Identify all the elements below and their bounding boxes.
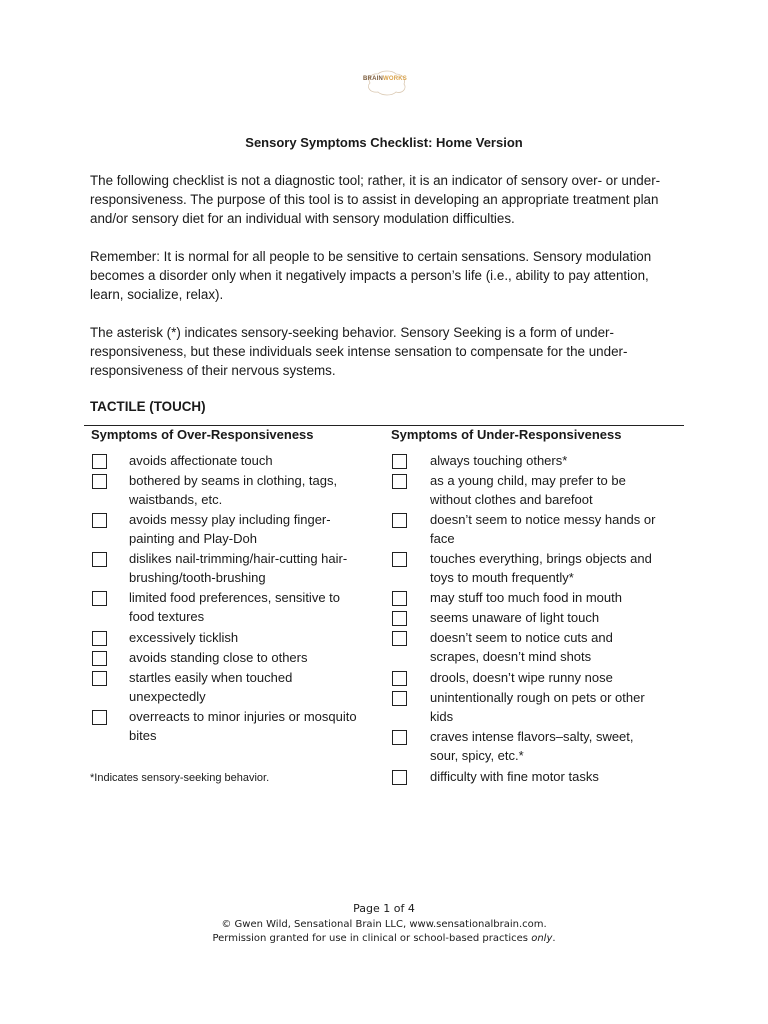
checkbox[interactable]: [392, 454, 407, 469]
checklist-label-line: seems unaware of light touch: [430, 610, 600, 625]
checkbox[interactable]: [392, 730, 407, 745]
asterisk-paragraph: The asterisk (*) indicates sensory-seeking behavior. Sensory Seeking is a form of under-responsiveness, but these individuals seek intense sensation to compensate for the under-responsiveness of their nervous systems.: [90, 325, 628, 378]
checklist-label-line: doesn’t seem to notice cuts and: [430, 630, 613, 645]
document-title: Sensory Symptoms Checklist: Home Version: [245, 135, 523, 150]
logo-wordmark: BRAINWORKS: [363, 76, 407, 82]
checklist-label-line: limited food preferences, sensitive to: [129, 590, 340, 605]
checkbox[interactable]: [392, 513, 407, 528]
checklist-label: [129, 628, 369, 647]
section-heading-tactile: TACTILE (TOUCH): [90, 399, 206, 414]
checkbox[interactable]: [92, 671, 107, 686]
checkbox[interactable]: [92, 552, 107, 567]
checkbox[interactable]: [92, 710, 107, 725]
checklist-label: [430, 510, 670, 548]
checklist-label: [129, 510, 369, 548]
checklist-label-line: difficulty with fine motor tasks: [430, 769, 599, 784]
checklist-label-line: doesn’t seem to notice messy hands or: [430, 512, 656, 527]
checkbox[interactable]: [392, 591, 407, 606]
section-divider: [84, 425, 684, 426]
intro-paragraph: The following checklist is not a diagnostic tool; rather, it is an indicator of sensory over- or under-responsiveness. The purpose of this tool is to assist in developing an appropriate treatment plan and/or sensory diet for an individual with sensory modulation difficulties.: [90, 173, 661, 226]
copyright-line: © Gwen Wild, Sensational Brain LLC, www.sensationalbrain.com.: [221, 919, 547, 930]
checkbox[interactable]: [92, 651, 107, 666]
checklist-label-line: unexpectedly: [129, 689, 206, 704]
under-responsiveness-header: Symptoms of Under-Responsiveness: [391, 427, 622, 442]
checklist-label: [430, 549, 670, 587]
checkbox[interactable]: [92, 474, 107, 489]
permission-text: Permission granted for use in clinical or school-based practices: [212, 933, 529, 944]
checklist-label-line: avoids affectionate touch: [129, 453, 273, 468]
checklist-label-line: bothered by seams in clothing, tags,: [129, 473, 338, 488]
checklist-label: [129, 451, 369, 470]
checklist-label: [430, 767, 670, 786]
checklist-label: [430, 588, 670, 607]
checkbox[interactable]: [92, 631, 107, 646]
checklist-label: [129, 471, 369, 509]
checkbox[interactable]: [392, 611, 407, 626]
checklist-label-line: dislikes nail-trimming/hair-cutting hair-: [129, 551, 348, 566]
footnote: *Indicates sensory-seeking behavior.: [90, 772, 270, 784]
checkbox[interactable]: [392, 474, 407, 489]
permission-emphasis: only: [531, 933, 553, 944]
checklist-label: [129, 668, 369, 706]
checklist-label: [129, 707, 369, 745]
checklist-label-line: startles easily when touched: [129, 670, 293, 685]
page-number: Page 1 of 4: [353, 902, 415, 915]
checklist-label: [430, 668, 670, 687]
checklist-label-line: always touching others*: [430, 453, 568, 468]
checklist-label-line: face: [430, 531, 455, 546]
checklist-label-line: food textures: [129, 609, 205, 624]
checkbox[interactable]: [392, 770, 407, 785]
checklist-label: [430, 608, 670, 627]
checklist-label-line: brushing/tooth-brushing: [129, 570, 266, 585]
brain-logo-icon: [358, 70, 412, 96]
checkbox[interactable]: [92, 591, 107, 606]
checklist-label: [129, 549, 369, 587]
checklist-label-line: as a young child, may prefer to be: [430, 473, 626, 488]
checkbox[interactable]: [392, 691, 407, 706]
checkbox[interactable]: [392, 671, 407, 686]
checklist-label: [430, 451, 670, 470]
permission-line: [0, 933, 768, 944]
checklist-label-line: avoids messy play including finger-: [129, 512, 331, 527]
checklist-label-line: touches everything, brings objects and: [430, 551, 652, 566]
checklist-label-line: may stuff too much food in mouth: [430, 590, 622, 605]
checklist-label-line: kids: [430, 709, 454, 724]
permission-end: .: [552, 933, 556, 944]
checkbox[interactable]: [92, 513, 107, 528]
remember-paragraph: Remember: It is normal for all people to be sensitive to certain sensations. Sensory modulation becomes a disorder only when it negatively impacts a person’s life (i.e., ability to pay attention, learn, socialize, relax).: [90, 249, 652, 302]
checklist-label-line: craves intense flavors–salty, sweet,: [430, 729, 634, 744]
checklist-label-line: unintentionally rough on pets or other: [430, 690, 645, 705]
checklist-label-line: painting and Play-Doh: [129, 531, 257, 546]
checklist-label-line: avoids standing close to others: [129, 650, 308, 665]
checklist-label-line: without clothes and barefoot: [430, 492, 593, 507]
checklist-label: [430, 471, 670, 509]
checkbox[interactable]: [392, 552, 407, 567]
brainworks-logo: [358, 70, 412, 96]
checklist-label-line: scrapes, doesn’t mind shots: [430, 649, 592, 664]
checklist-label-line: bites: [129, 728, 157, 743]
checkbox[interactable]: [392, 631, 407, 646]
checklist-label-line: waistbands, etc.: [129, 492, 223, 507]
checklist-label-line: excessively ticklish: [129, 630, 239, 645]
checklist-label-line: drools, doesn’t wipe runny nose: [430, 670, 613, 685]
checkbox[interactable]: [92, 454, 107, 469]
checklist-label: [430, 727, 670, 765]
checklist-label: [129, 588, 369, 626]
over-responsiveness-header: Symptoms of Over-Responsiveness: [91, 427, 314, 442]
checklist-label: [129, 648, 369, 667]
checklist-label: [430, 628, 670, 666]
checklist-label-line: sour, spicy, etc.*: [430, 748, 524, 763]
checklist-label-line: overreacts to minor injuries or mosquito: [129, 709, 357, 724]
checklist-label-line: toys to mouth frequently*: [430, 570, 574, 585]
checklist-label: [430, 688, 670, 726]
